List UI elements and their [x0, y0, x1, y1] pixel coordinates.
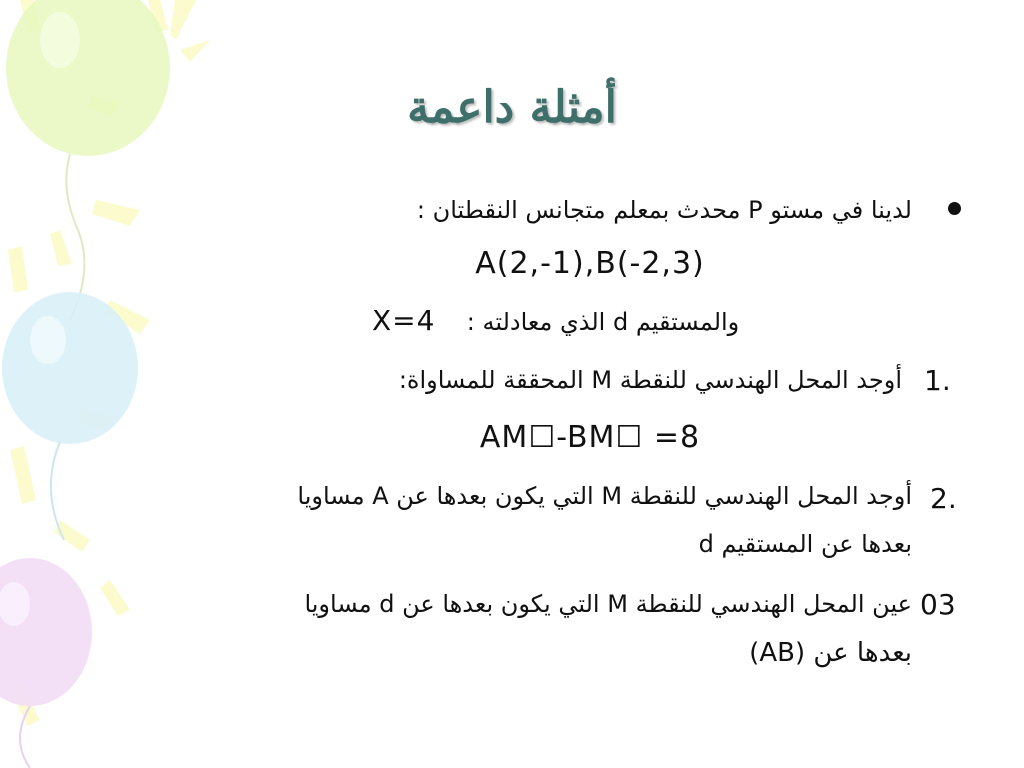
bullet-line: لدينا في مستو P محدث بمعلم متجانس النقطتان :	[416, 196, 912, 224]
item1-number: 1.	[924, 364, 951, 397]
line-d-text: والمستقيم d الذي معادلته :	[466, 308, 740, 336]
line-d-equation: X=4	[372, 304, 436, 337]
line-d-row	[372, 304, 739, 337]
slide-title: أمثلة داعمة	[407, 82, 617, 133]
item2-line2: بعدها عن المستقيم d	[698, 530, 912, 558]
item1-text: أوجد المحل الهندسي للنقطة M المحققة للمساواة:	[398, 366, 902, 394]
points-equation: A(2,-1),B(-2,3)	[475, 246, 705, 281]
item3-number: 03	[920, 588, 956, 621]
item3-line2: بعدها عن (AB)	[749, 638, 912, 668]
item2-line1: أوجد المحل الهندسي للنقطة M التي يكون بعدها عن A مساويا	[297, 482, 912, 510]
item1-equation: AM☐-BM☐ =8	[479, 420, 701, 455]
bullet-dot	[948, 202, 961, 215]
blue-balloon	[2, 292, 138, 444]
item2-number: .2	[930, 482, 957, 515]
purple-balloon	[0, 558, 92, 706]
item3-line1: عين المحل الهندسي للنقطة M التي يكون بعدها عن d مساويا	[304, 590, 912, 618]
